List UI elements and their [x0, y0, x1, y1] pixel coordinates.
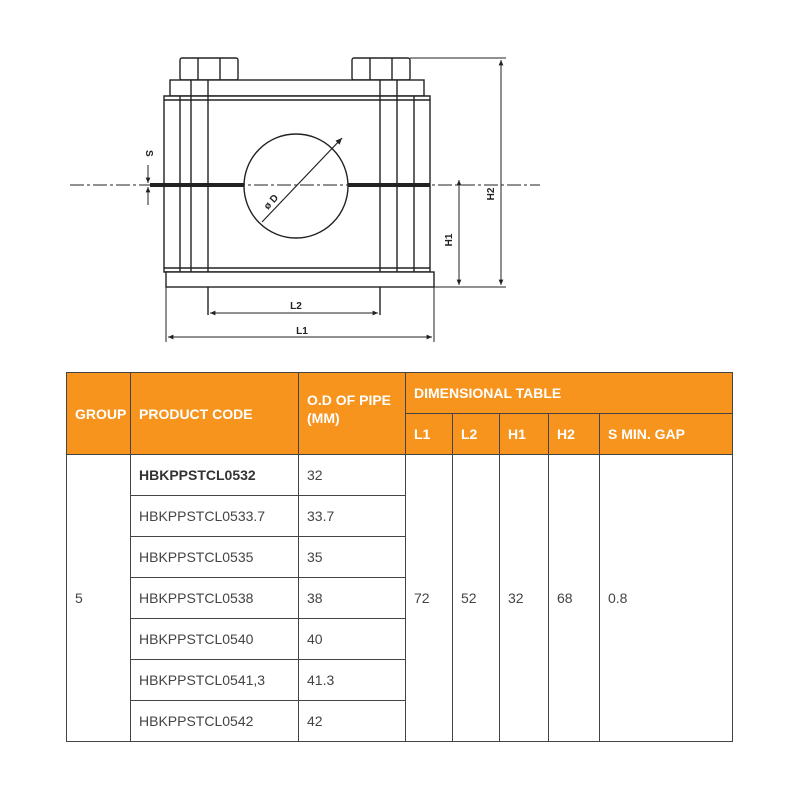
cell-od: 40 [299, 619, 406, 660]
cell-group: 5 [67, 455, 131, 742]
cell-od: 42 [299, 701, 406, 742]
cell-od: 41.3 [299, 660, 406, 701]
header-product-code: PRODUCT CODE [131, 373, 299, 455]
cell-product-code: HBKPPSTCL0540 [131, 619, 299, 660]
cell-product-code: HBKPPSTCL0541,3 [131, 660, 299, 701]
right-bolt-head [352, 58, 410, 80]
left-bolt-head [180, 58, 238, 80]
header-od-pipe-line2: (MM) [307, 410, 340, 426]
header-l1: L1 [406, 414, 453, 455]
header-od-pipe [299, 373, 406, 455]
header-s-min-gap: S MIN. GAP [600, 414, 733, 455]
cell-product-code: HBKPPSTCL0533.7 [131, 496, 299, 537]
header-h2: H2 [549, 414, 600, 455]
header-od-pipe-line1: O.D OF PIPE [307, 392, 392, 408]
cell-product-code: HBKPPSTCL0538 [131, 578, 299, 619]
label-s: S [143, 150, 154, 157]
cell-h2: 68 [549, 455, 600, 742]
cell-l1: 72 [406, 455, 453, 742]
dimensional-table [66, 372, 733, 742]
header-l2: L2 [453, 414, 500, 455]
header-dimensional-table: DIMENSIONAL TABLE [406, 373, 733, 414]
cell-od: 32 [299, 455, 406, 496]
cell-s-gap: 0.8 [600, 455, 733, 742]
table-row [67, 455, 733, 496]
base-plate [166, 272, 434, 287]
label-h1: H1 [444, 233, 455, 247]
header-h1: H1 [500, 414, 549, 455]
cell-od: 35 [299, 537, 406, 578]
cell-od: 38 [299, 578, 406, 619]
cell-product-code: HBKPPSTCL0535 [131, 537, 299, 578]
header-group: GROUP [67, 373, 131, 455]
label-diameter: ø D [262, 192, 282, 213]
label-l2: L2 [290, 301, 302, 312]
label-h2: H2 [486, 187, 497, 201]
cell-h1: 32 [500, 455, 549, 742]
cell-product-code: HBKPPSTCL0542 [131, 701, 299, 742]
cell-l2: 52 [453, 455, 500, 742]
label-l1: L1 [296, 326, 308, 337]
cell-product-code: HBKPPSTCL0532 [131, 455, 299, 496]
clamp-technical-drawing [0, 0, 800, 350]
cell-od: 33.7 [299, 496, 406, 537]
